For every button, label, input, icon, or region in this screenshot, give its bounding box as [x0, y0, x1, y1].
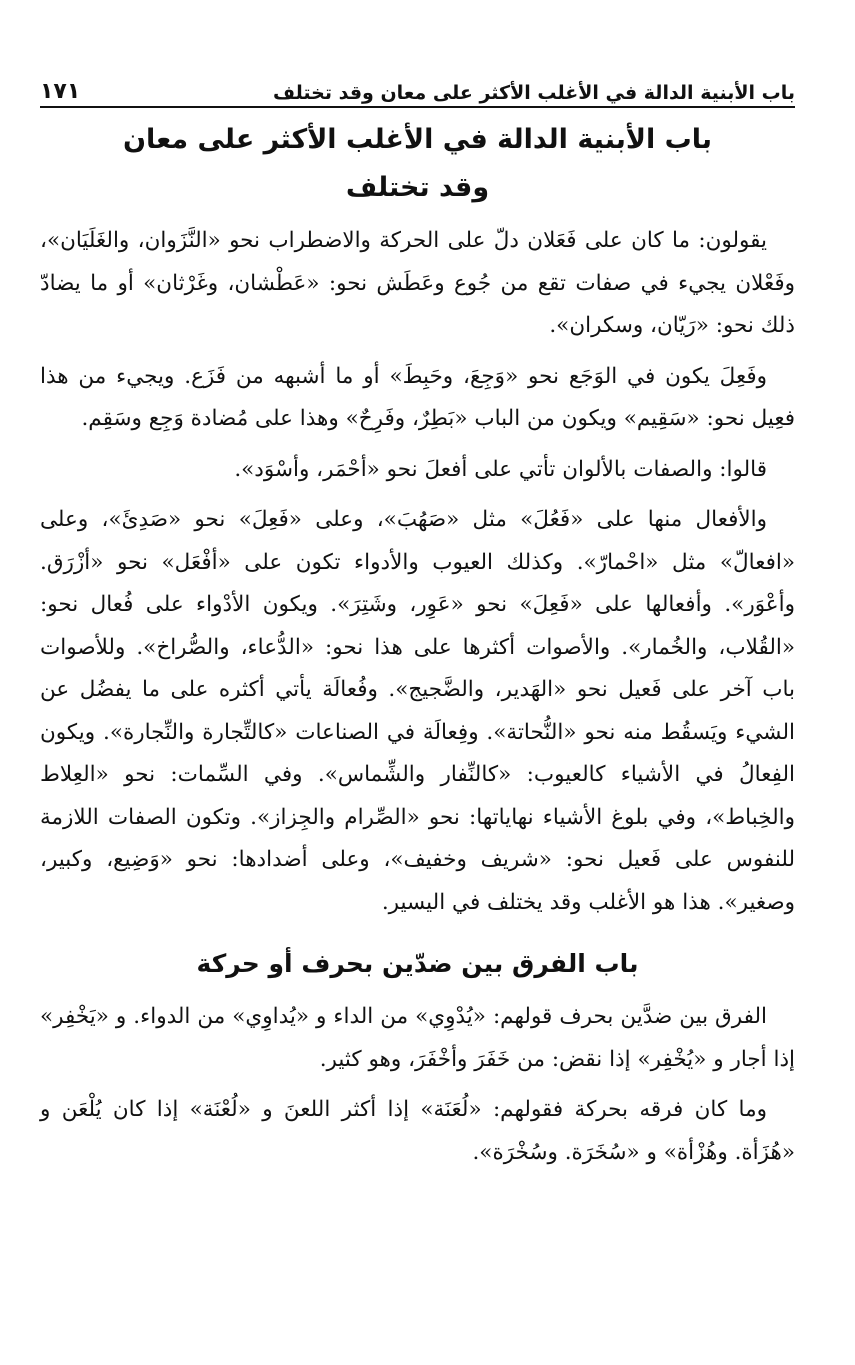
running-header: [40, 70, 795, 108]
running-title: باب الأبنية الدالة في الأغلب الأكثر على معان وقد تختلف: [273, 82, 795, 104]
section-paragraph: الفرق بين ضدَّين بحرف قولهم: «يُدْوِي» من الداء و «يُداوِي» من الدواء. و «يَخْفِر» إذا أجار و «يُخْفِر» إذا نقض: من خَفَرَ وأخْفَرَ، وهو كثير.: [40, 1004, 795, 1072]
chapter-paragraph: يقولون: ما كان على فَعَلان دلّ على الحركة والاضطراب نحو «النَّزَوان، والغَلَيَان»، وفَعْلان يجيء في صفات تقع من جُوع وعَطَش نحو: «عَطْشان، وغَرْثان» أو ما يضادّ ذلك نحو: «رَيّان، وسكران».: [40, 228, 795, 338]
chapter-title: [40, 116, 795, 212]
page-number: ١٧١: [40, 79, 81, 104]
section-paragraph: وما كان فرقه بحركة فقولهم: «لُعَنَة» إذا أكثر اللعنَ و «لُعْنَة» إذا كان يُلْعَن و «هُزَأة. وهُزْأة» و «سُخَرَة. وسُخْرَة».: [40, 1097, 795, 1165]
chapter-title-line-2: وقد تختلف: [345, 172, 490, 203]
page-body: [40, 116, 795, 1174]
chapter-paragraph: وفَعِلَ يكون في الوَجَع نحو «وَجِعَ، وحَبِطَ» أو ما أشبهه من فَزَع. ويجيء من هذا فعِيل نحو: «سَقِيم» ويكون من الباب «بَطِرٌ، وفَرِحٌ» وهذا على مُضادة وَجِع وسَقِم.: [40, 363, 795, 431]
chapter-title-line-1: باب الأبنية الدالة في الأغلب الأكثر على معان: [122, 124, 713, 155]
section-title: باب الفرق بين ضدّين بحرف أو حركة: [196, 949, 639, 978]
chapter-paragraph: والأفعال منها على «فَعُلَ» مثل «صَهُبَ»، وعلى «فَعِلَ» نحو «صَدِئَ»، وعلى «افعالّ» مثل «احْمارّ». وكذلك العيوب والأدواء تكون على «أفْعَل» نحو «أزْرَق. وأعْوَر». وأفعالها على «فَعِلَ» نحو «عَوِر، وشَتِرَ». ويكون الأدْواء على فُعال نحو: «القُلاب، والخُمار». والأصوات أكثرها على هذا نحو: «الدُّعاء، والصُّراخ». وللأصوات باب آخر على فَعيل نحو «الهَدير، والضَّجيج». وفُعالَة يأتي أكثره على ما يفضُل عن الشيء ويَسقُط منه نحو «النُّحاتة». وفِعالَة في الصناعات «كالتِّجارة والنِّجارة». ويكون الفِعالُ في الأشياء كالعيوب: «كالنِّفار والشِّماس». وفي السِّمات: نحو «العِلاط والخِباط»، وفي بلوغ الأشياء نهاياتها: نحو «الصِّرام والجِزاز». وتكون الصفات اللازمة للنفوس على فَعيل نحو: «شريف وخفيف»، وعلى أضدادها: نحو «وَضِيع، وكبير، وصغير». هذا هو الأغلب وقد يختلف في اليسير.: [40, 507, 795, 915]
chapter-paragraph: قالوا: والصفات بالألوان تأتي على أفعلَ نحو «أحْمَر، وأسْوَد».: [234, 456, 767, 482]
